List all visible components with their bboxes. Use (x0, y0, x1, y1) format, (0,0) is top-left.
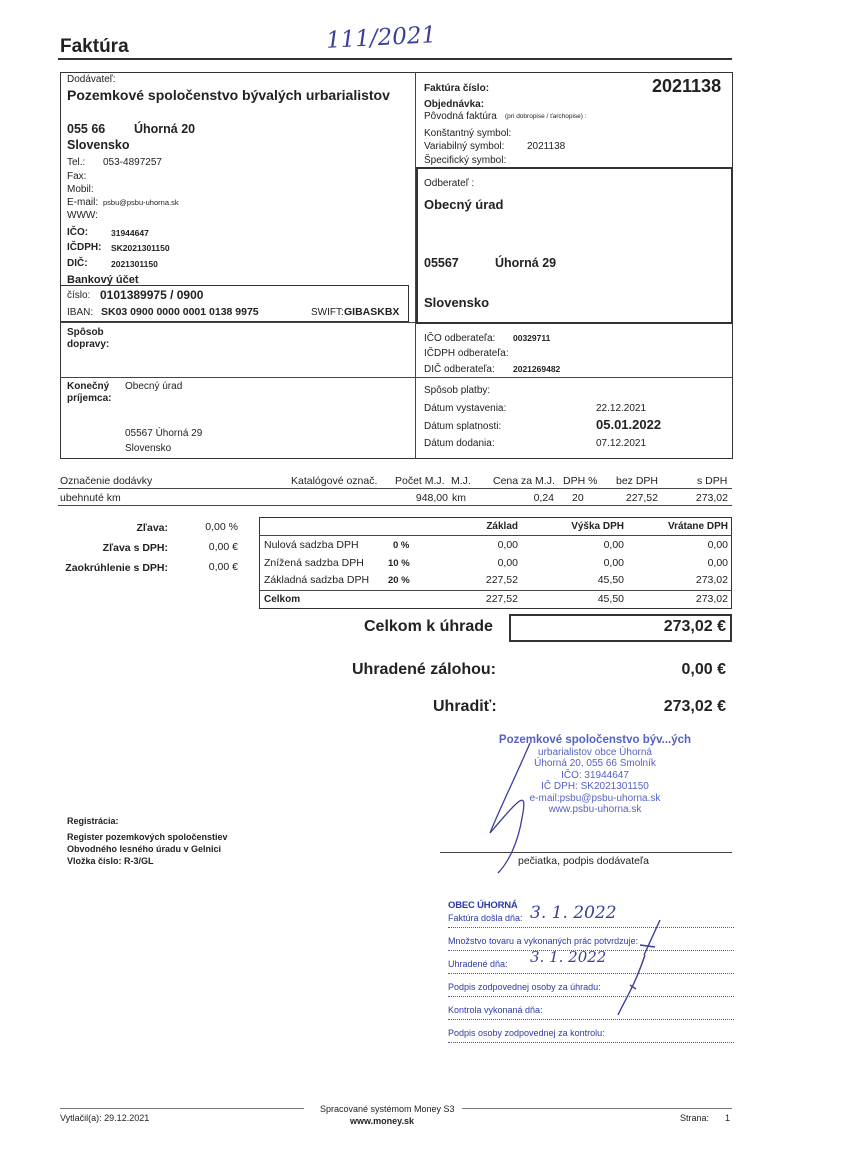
due-label: Dátum splatnosti: (424, 421, 502, 432)
supplier-name: Pozemkové spoločenstvo bývalých urbarialistov (67, 87, 390, 103)
order-label: Objednávka: (424, 99, 485, 110)
customer-icdph-label: IČDPH odberateľa: (424, 348, 509, 359)
vat-row-incl: 273,02 (695, 574, 728, 586)
supplier-icdph-label: IČDPH: (67, 242, 102, 253)
stamp-line: Pozemkové spoločenstvo býv...ých (498, 734, 692, 746)
delivery-date: 07.12.2021 (596, 438, 647, 449)
vat-row-rate: 20 % (388, 575, 410, 586)
vat-row-label: Základná sadzba DPH (264, 574, 370, 586)
discount-value: 0,00 % (205, 521, 238, 533)
vat-row-vat: 0,00 (603, 557, 624, 569)
row-price: 0,24 (533, 492, 554, 504)
supplier-dic: 2021301150 (111, 259, 158, 269)
prepaid-value: 0,00 € (681, 661, 726, 678)
swift-value: GIBASKBX (344, 306, 400, 318)
row-vat: 20 (572, 492, 584, 504)
registration-line: Vložka číslo: R-3/GL (67, 856, 154, 866)
stamp-line: e-mail:psbu@psbu-uhorna.sk (529, 792, 661, 804)
page-title: Faktúra (60, 36, 129, 57)
supplier-label: Dodávateľ: (67, 74, 116, 85)
vat-col-incl: Vrátane DPH (667, 521, 728, 532)
vat-row-base: 0,00 (497, 557, 518, 569)
system-url: www.money.sk (350, 1116, 415, 1126)
items-bottom-rule (58, 505, 732, 506)
vat-total-base: 227,52 (485, 593, 518, 605)
col-catalog: Katalógové označ. (291, 475, 378, 487)
total-value: 273,02 € (663, 618, 726, 635)
vat-row-label: Nulová sadzba DPH (264, 539, 359, 551)
discount-vat-value: 0,00 € (208, 541, 238, 553)
received-line (448, 1005, 734, 1020)
customer-country: Slovensko (424, 295, 490, 310)
vat-row-rate: 0 % (393, 540, 410, 551)
received-line-label: Podpis osoby zodpovednej za kontrolu: (448, 1028, 605, 1038)
page-number: 1 (725, 1113, 731, 1123)
customer-dic: 2021269482 (513, 364, 561, 374)
customer-ico-label: IČO odberateľa: (424, 333, 496, 344)
received-line-label: Kontrola vykonaná dňa: (448, 1005, 543, 1015)
rounding-label: Zaokrúhlenie s DPH: (65, 562, 168, 574)
col-desc: Označenie dodávky (60, 475, 153, 487)
received-line (448, 1028, 734, 1043)
transport-label: Spôsob dopravy: (67, 327, 110, 350)
items-header-rule (58, 488, 732, 489)
invoice-number-label: Faktúra číslo: (424, 83, 490, 94)
vat-row-rate: 10 % (388, 558, 410, 569)
handwritten-invoice-number: 111/2021 (325, 22, 437, 54)
discount-label: Zľava: (136, 522, 168, 534)
supplier-bottom-rule (60, 322, 416, 323)
supplier-email-label: E-mail: (67, 197, 99, 208)
received-title: OBEC ÚHORNÁ (448, 900, 518, 911)
supplier-fax-label: Fax: (67, 171, 87, 182)
vat-row-incl: 0,00 (707, 557, 728, 569)
invoice-number: 2021138 (652, 76, 722, 96)
customer-street: Úhorná 29 (495, 256, 557, 270)
row-unit: km (452, 492, 466, 504)
stamp-line: urbarialistov obce Úhorná (538, 746, 652, 758)
vat-row-base: 0,00 (497, 539, 518, 551)
stamp-line: IČ DPH: SK2021301150 (541, 781, 649, 792)
vat-col-vat: Výška DPH (571, 521, 624, 532)
row-qty: 948,00 (415, 492, 448, 504)
pay-value: 273,02 € (663, 698, 726, 715)
col-qty: Počet M.J. (395, 475, 445, 487)
supplier-ico: 31944647 (111, 228, 149, 238)
recipient-country: Slovensko (125, 443, 172, 454)
supplier-email: psbu@psbu-uhorna.sk (103, 198, 179, 207)
stamp-line: IČO: 31944647 (561, 769, 629, 781)
stamp-line: Úhorná 20, 055 66 Smolník (534, 758, 656, 769)
vat-total-vat: 45,50 (597, 593, 624, 605)
customer-ids-bottom-rule (416, 377, 733, 378)
supplier-country: Slovensko (67, 138, 130, 152)
swift-label: SWIFT: (311, 307, 344, 318)
registration-line: Register pozemkových spoločenstiev (67, 832, 228, 842)
customer-dic-label: DIČ odberateľa: (424, 364, 495, 375)
vat-col-base: Základ (486, 521, 518, 532)
row-desc: ubehnuté km (60, 492, 121, 504)
col-net: bez DPH (616, 475, 659, 487)
recipient-address: 05567 Úhorná 29 (125, 428, 203, 439)
recipient-name: Obecný úrad (125, 381, 183, 392)
supplier-dic-label: DIČ: (67, 258, 88, 269)
account-label: číslo: (67, 290, 91, 301)
issued-date: 22.12.2021 (596, 403, 647, 414)
account-number: 0101389975 / 0900 (100, 288, 204, 302)
title-rule (58, 58, 732, 60)
col-vat: DPH % (563, 475, 598, 487)
received-line (448, 982, 734, 997)
printed-date: Vytlačil(a): 29.12.2021 (60, 1113, 150, 1123)
supplier-street: Úhorná 20 (134, 122, 196, 136)
bank-account-label: Bankový účet (67, 274, 139, 286)
supplier-mobil-label: Mobil: (67, 184, 94, 195)
iban-value: SK03 0900 0000 0001 0138 9975 (101, 306, 259, 318)
original-invoice-label: Pôvodná faktúra (424, 111, 497, 122)
customer-label: Odberateľ : (424, 178, 475, 189)
received-line-label: Podpis zodpovednej osoby za úhradu: (448, 982, 601, 992)
supplier-tel-label: Tel.: (67, 157, 86, 168)
paid-date-handwritten: 3. 1. 2022 (530, 948, 607, 966)
registration-title: Registrácia: (67, 816, 119, 826)
customer-ico: 00329711 (513, 333, 551, 343)
footer-rule-left (60, 1108, 304, 1109)
due-date: 05.01.2022 (596, 417, 662, 432)
supplier-zip: 055 66 (67, 122, 106, 136)
received-line-label: Faktúra došla dňa: (448, 913, 523, 923)
issued-label: Dátum vystavenia: (424, 403, 507, 414)
prepaid-label: Uhradené zálohou: (352, 661, 497, 678)
total-label: Celkom k úhrade (364, 618, 493, 635)
supplier-ico-label: IČO: (67, 227, 89, 238)
discount-vat-label: Zľava s DPH: (102, 542, 168, 554)
col-price: Cena za M.J. (493, 475, 555, 487)
stamp-line: www.psbu-uhorna.sk (548, 804, 642, 815)
iban-label: IBAN: (67, 307, 94, 318)
received-date-handwritten: 3. 1. 2022 (530, 903, 617, 923)
vat-row-incl: 0,00 (707, 539, 728, 551)
received-line-label: Množstvo tovaru a vykonaných prác potvrdzuje: (448, 936, 639, 946)
var-symbol-label: Variabilný symbol: (424, 141, 505, 152)
col-gross: s DPH (697, 475, 728, 487)
spec-symbol-label: Špecifický symbol: (424, 155, 507, 166)
rounding-value: 0,00 € (208, 561, 238, 573)
registration-line: Obvodného lesného úradu v Gelnici (67, 844, 222, 854)
footer-rule-right (462, 1108, 732, 1109)
vat-total-incl: 273,02 (695, 593, 728, 605)
supplier-www-label: WWW: (67, 210, 98, 221)
vat-row-vat: 45,50 (597, 574, 624, 586)
row-net: 227,52 (625, 492, 658, 504)
system-label: Spracované systémom Money S3 (320, 1104, 455, 1114)
vat-row-base: 227,52 (485, 574, 518, 586)
vat-total-rule (259, 590, 732, 591)
supplier-tel: 053-4897257 (103, 157, 162, 168)
var-symbol: 2021138 (527, 141, 566, 152)
pay-label: Uhradiť: (433, 698, 497, 715)
vat-total-label: Celkom (264, 594, 301, 605)
received-line-label: Uhradené dňa: (448, 959, 508, 969)
customer-name: Obecný úrad (424, 197, 504, 212)
page-label: Strana: (680, 1113, 710, 1123)
signature-line (440, 852, 732, 853)
col-unit: M.J. (451, 475, 471, 487)
vat-row-vat: 0,00 (603, 539, 624, 551)
const-symbol-label: Konštantný symbol: (424, 128, 512, 139)
customer-zip: 05567 (424, 256, 459, 270)
payment-method-label: Spôsob platby: (424, 385, 491, 396)
recipient-label: Konečný príjemca: (67, 381, 112, 404)
registration-block (67, 815, 228, 867)
supplier-icdph: SK2021301150 (111, 243, 170, 253)
delivery-label: Dátum dodania: (424, 438, 495, 449)
vat-header-rule (259, 535, 732, 536)
vat-row-label: Znížená sadzba DPH (264, 557, 364, 569)
original-invoice-note: (pri dobropise / ťarchopise) : (505, 113, 587, 120)
row-gross: 273,02 (695, 492, 728, 504)
transport-bottom-rule (60, 377, 416, 378)
received-signatures (600, 915, 680, 1025)
signature-label: pečiatka, podpis dodávateľa (518, 855, 649, 867)
